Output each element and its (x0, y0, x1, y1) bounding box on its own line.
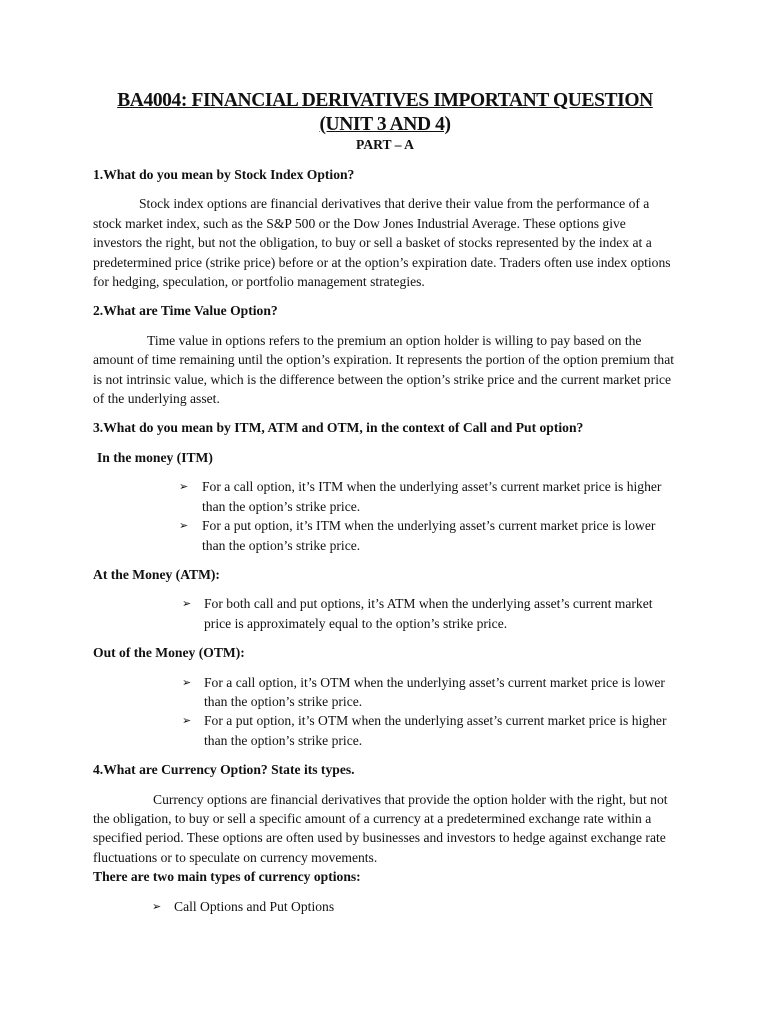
atm-list (93, 594, 677, 633)
itm-list (93, 477, 677, 555)
list-item-text: For a call option, it’s ITM when the underlying asset’s current market price is higher than the option’s strike price. (202, 479, 662, 514)
list-item-text: For a call option, it’s OTM when the underlying asset’s current market price is lower than the option’s strike price. (204, 674, 665, 709)
document-title (93, 89, 677, 137)
list-item (93, 516, 677, 555)
currency-types-heading: There are two main types of currency options: (93, 869, 361, 885)
part-heading: PART – A (356, 137, 414, 152)
document-title-line1: BA4004: FINANCIAL DERIVATIVES IMPORTANT QUESTION (117, 90, 653, 111)
answer-1: Stock index options are financial derivatives that derive their value from the performance of a stock market index, such as the S&P 500 or the Dow Jones Industrial Average. These options give investors the right, but not the obligation, to buy or sell a basket of stocks represented by the index at a predetermined price (strike price) before or at the option’s expiration date. Traders often use index options for hedging, speculation, or portfolio management strategies. (93, 196, 671, 290)
arrow-bullet-icon: ➢ (179, 519, 189, 533)
atm-heading: At the Money (ATM): (93, 566, 220, 582)
list-item-text: For a put option, it’s OTM when the underlying asset’s current market price is higher than the option’s strike price. (204, 713, 667, 748)
arrow-bullet-icon: ➢ (152, 899, 162, 913)
arrow-bullet-icon: ➢ (182, 597, 192, 611)
list-item (93, 594, 677, 633)
itm-heading: In the money (ITM) (97, 449, 213, 465)
currency-types-list (93, 897, 677, 916)
otm-list (93, 673, 677, 751)
list-item (93, 673, 677, 712)
otm-heading: Out of the Money (OTM): (93, 645, 245, 661)
arrow-bullet-icon: ➢ (182, 675, 192, 689)
list-item (93, 897, 677, 916)
answer-2: Time value in options refers to the premium an option holder is willing to pay based on the amount of time remaining until the option’s expiration. It represents the portion of the option premium that is not intrinsic value, which is the difference between the option’s strike price and the current market price of the underlying asset. (93, 332, 675, 407)
list-item-text: For a put option, it’s ITM when the underlying asset’s current market price is lower than the option’s strike price. (202, 518, 656, 553)
question-3: 3.What do you mean by ITM, ATM and OTM, in the context of Call and Put option? (93, 420, 584, 436)
question-4: 4.What are Currency Option? State its types. (93, 762, 355, 778)
question-1: 1.What do you mean by Stock Index Option? (93, 167, 355, 182)
list-item-text: For both call and put options, it’s ATM when the underlying asset’s current market price is approximately equal to the option’s strike price. (204, 596, 653, 631)
document-title-line2: (UNIT 3 AND 4) (319, 114, 451, 135)
arrow-bullet-icon: ➢ (179, 480, 189, 494)
question-2: 2.What are Time Value Option? (93, 303, 278, 319)
document-page (93, 89, 677, 926)
arrow-bullet-icon: ➢ (182, 714, 192, 728)
list-item-text: Call Options and Put Options (174, 898, 335, 914)
list-item (93, 477, 677, 516)
answer-4: Currency options are financial derivatives that provide the option holder with the right, but not the obligation, to buy or sell a specific amount of a currency at a predetermined exchange rate within a specified period. These options are often used by businesses and investors to hedge against exchange rate fluctuations or to speculate on currency movements. (93, 791, 668, 865)
list-item (93, 711, 677, 750)
